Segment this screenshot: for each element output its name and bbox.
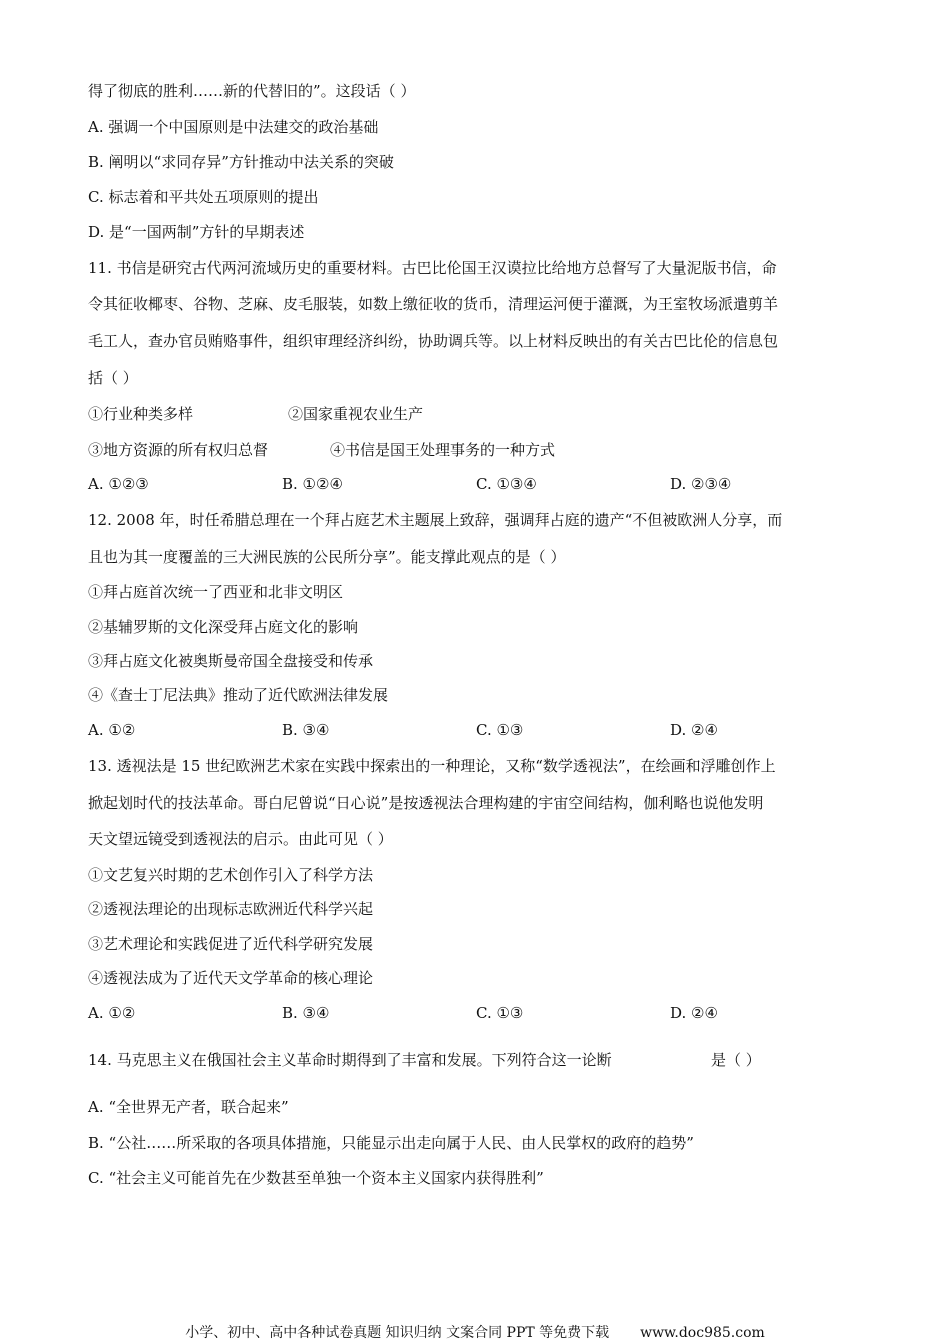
q10-option-c: C. 标志着和平共处五项原则的提出 [88,188,319,206]
q13-choice-b: B. ③④ [282,1004,330,1022]
q11-stem-line: 令其征收椰枣、谷物、芝麻、皮毛服装，如数上缴征收的货币，清理运河便于灌溉，为王室牧场派遣剪羊 [88,295,779,313]
q12-stem-line: 且也为其一度覆盖的三大洲民族的公民所分享”。能支撑此观点的是（ ） [88,548,566,566]
q12-choice-b: B. ③④ [282,721,330,739]
q11-stem-line: 毛工人，查办官员贿赂事件，组织审理经济纠纷，协助调兵等。以上材料反映出的有关古巴比伦的信息包 [88,332,779,350]
q11-item-1: ①行业种类多样 [88,405,194,423]
q14-option-a: A. “全世界无产者，联合起来” [88,1098,289,1116]
q13-stem-line: 13. 透视法是 15 世纪欧洲艺术家在实践中探索出的一种理论，又称“数学透视法”，在绘画和浮雕创作上 [88,757,776,775]
q12-item-4: ④《查士丁尼法典》推动了近代欧洲法律发展 [88,686,389,704]
q11-item-4: ④书信是国王处理事务的一种方式 [330,441,556,459]
q10-option-a: A. 强调一个中国原则是中法建交的政治基础 [88,118,379,136]
q11-stem-line: 11. 书信是研究古代两河流域历史的重要材料。古巴比伦国王汉谟拉比给地方总督写了大量泥版书信，命 [88,259,777,277]
q14-stem-part-b: 是（ ） [711,1051,761,1069]
q13-item-3: ③艺术理论和实践促进了近代科学研究发展 [88,935,374,953]
q11-choice-c: C. ①③④ [476,475,537,493]
q10-option-b: B. 阐明以“求同存异”方针推动中法关系的突破 [88,153,394,171]
q14-option-b: B. “公社……所采取的各项具体措施，只能显示出走向属于人民、由人民掌权的政府的趋势” [88,1134,694,1152]
q11-choice-a: A. ①②③ [88,475,149,493]
q12-item-3: ③拜占庭文化被奥斯曼帝国全盘接受和传承 [88,652,374,670]
q12-item-2: ②基辅罗斯的文化深受拜占庭文化的影响 [88,618,359,636]
q11-choice-b: B. ①②④ [282,475,343,493]
q12-item-1: ①拜占庭首次统一了西亚和北非文明区 [88,583,344,601]
q13-choice-a: A. ①② [88,1004,136,1022]
q13-item-1: ①文艺复兴时期的艺术创作引入了科学方法 [88,866,374,884]
q12-stem-line: 12. 2008 年，时任希腊总理在一个拜占庭艺术主题展上致辞，强调拜占庭的遗产“不但被欧洲人分享，而 [88,511,783,529]
footer-text: 小学、初中、高中各种试卷真题 知识归纳 文案合同 PPT 等免费下载 [185,1325,610,1341]
q12-choice-c: C. ①③ [476,721,524,739]
q13-item-4: ④透视法成为了近代天文学革命的核心理论 [88,969,374,987]
q13-stem-line: 掀起划时代的技法革命。哥白尼曾说“日心说”是按透视法合理构建的宇宙空间结构，伽利略也说他发明 [88,794,764,812]
q13-choice-d: D. ②④ [670,1004,718,1022]
q11-item-2: ②国家重视农业生产 [288,405,424,423]
q10-option-d: D. 是“一国两制”方针的早期表述 [88,223,305,241]
q14-stem-part-a: 14. 马克思主义在俄国社会主义革命时期得到了丰富和发展。下列符合这一论断 [88,1051,612,1069]
q12-choice-a: A. ①② [88,721,136,739]
page-footer [0,1324,950,1342]
q13-stem-line: 天文望远镜受到透视法的启示。由此可见（ ） [88,830,393,848]
q14-option-c: C. “社会主义可能首先在少数甚至单独一个资本主义国家内获得胜利” [88,1169,544,1187]
q13-choice-c: C. ①③ [476,1004,524,1022]
q12-choice-d: D. ②④ [670,721,718,739]
q11-choice-d: D. ②③④ [670,475,732,493]
q13-item-2: ②透视法理论的出现标志欧洲近代科学兴起 [88,900,374,918]
q11-stem-line: 括（ ） [88,369,138,387]
footer-link[interactable]: www.doc985.com [640,1325,765,1341]
q11-item-3: ③地方资源的所有权归总督 [88,441,269,459]
q10-stem-end: 得了彻底的胜利……新的代替旧的”。这段话（ ） [88,82,416,100]
